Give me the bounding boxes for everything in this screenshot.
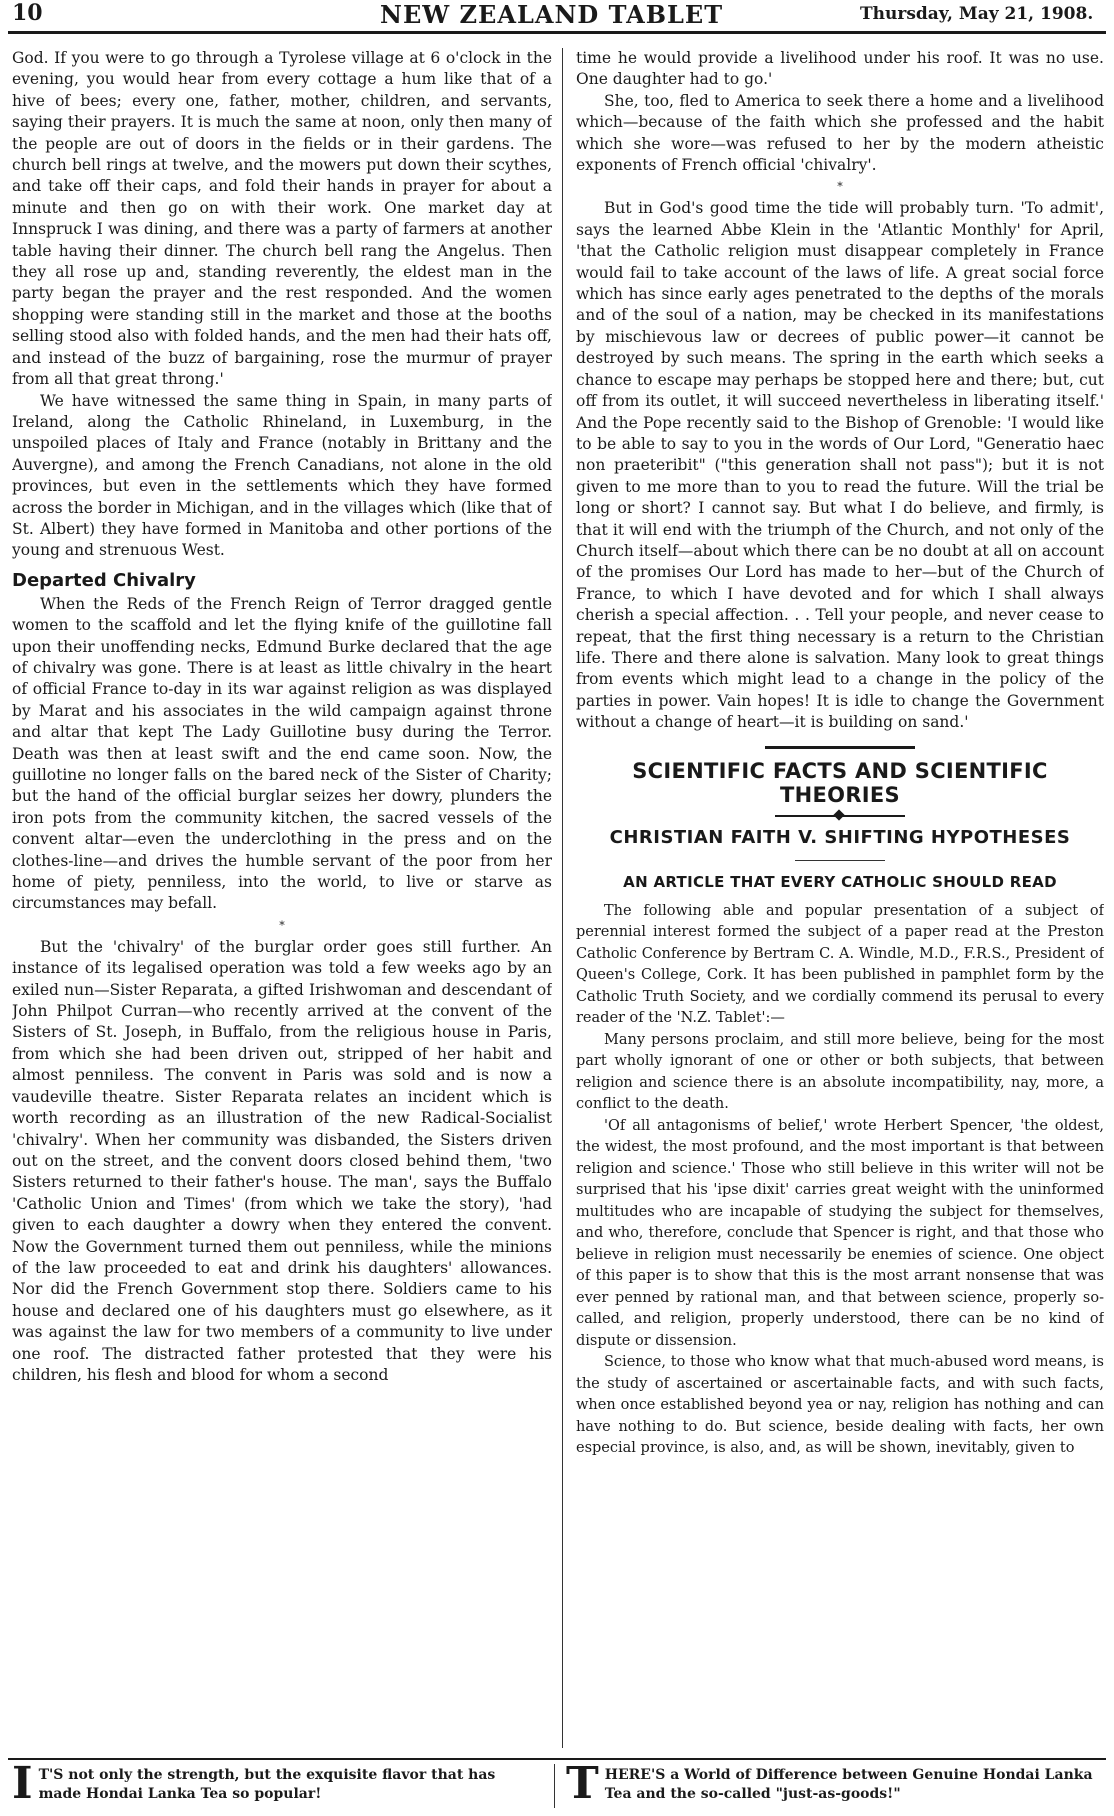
left-column: [12, 48, 552, 1748]
ad-right-text: HERE'S a World of Difference between Genuine Hondai Lanka Tea and the so-called "just-as-goods!": [604, 1767, 1093, 1802]
paragraph-fled-america: She, too, fled to America to seek there a home and a livelihood which—because of the faith which she professed and the habit which she wore—was refused to her by the modern atheistic exponents of French official 'chivalry'.: [576, 91, 1104, 175]
header-rule: [8, 31, 1106, 34]
advertisement-left: [12, 1764, 542, 1808]
paragraph-many-persons: Many persons proclaim, and still more believe, being for the most part wholly ignorant of one or other or both subjects, that between religion and science there is an absolute incompatibility, nay, more, a conflict to the death.: [576, 1031, 1104, 1113]
page-header: [0, 0, 1114, 34]
ad-left-text: T'S not only the strength, but the exquisite flavor that has made Hondai Lanka Tea so popular!: [38, 1767, 496, 1802]
section-separator: *: [837, 180, 843, 194]
paragraph-burglar-chivalry: But the 'chivalry' of the burglar order goes still further. An instance of its legalised operation was told a few weeks ago by an exiled nun—Sister Reparata, a gifted Irishwoman and descendant of John Philpot Curran—who recently arrived at the convent of the Sisters of St. Joseph, in Buffalo, from the religious house in Paris, from which she had been driven out, stripped of her habit and almost penniless. The convent in Paris was sold and is now a vaudeville theatre. Sister Reparata relates an incident which is worth recording as an illustration of the new Radical-Socialist 'chivalry'. When her community was disbanded, the Sisters driven out on the street, and the convent doors closed behind them, 'two Sisters returned to their father's house. The man', says the Buffalo 'Catholic Union and Times' (from which we take the story), 'had given to each daughter a dowry when they entered the convent. Now the Government turned them out penniless, while the minions of the law proceeded to eat and drink his daughters' allowances. Nor did the French Government stop there. Soldiers came to his house and declared one of his daughters must go elsewhere, as it was against the law for two members of a community to live under one roof. The distracted father protested that they were his children, his flesh and blood for whom a second: [12, 937, 552, 1384]
paragraph-witnessed: We have witnessed the same thing in Spain, in many parts of Ireland, along the Catholic Rhineland, in Luxemburg, in the unspoiled places of Italy and France (notably in Brittany and the Auvergne), and among the French Canadians, not alone in the old provinces, but even in the settlements which they have formed across the border in Michigan, and in the villages which (like that of St. Albert) they have formed in Manitoba and other portions of the young and strenuous West.: [12, 391, 552, 560]
masthead: NEW ZEALAND TABLET: [380, 0, 724, 29]
heading-article-catholic: AN ARTICLE THAT EVERY CATHOLIC SHOULD READ: [623, 872, 1057, 891]
advertisement-right: [566, 1764, 1104, 1808]
paragraph-tide-turn: But in God's good time the tide will probably turn. 'To admit', says the learned Abbe Klein in the 'Atlantic Monthly' for April, 'that the Catholic religion must disappear completely in France would fail to take account of the laws of life. A great social force which has since early ages penetrated to the depths of the morals and of the soul of a nation, may be checked in its manifestations by mischievous law or decrees of public power—it cannot be destroyed by such means. The spring in the earth which seeks a chance to escape may perhaps be stopped here and there; but, cut off from its outlet, it will succeed nevertheless in liberating itself.' And the Pope recently said to the Bishop of Grenoble: 'I would like to be able to say to you in the words of Our Lord, "Generatio haec non praeteribit" ("this generation shall not pass"); but it is not given to me more than to you to read the future. Will the trial be long or short? I cannot say. But what I do believe, and firmly, is that it will end with the triumph of the Church, and not only of the Church itself—about which there can be no doubt at all on account of the promises Our Lord has made to her—but of the Church of France, to which I have devoted and for which I shall always cherish a special affection. . . Tell your people, and never cease to repeat, that the first thing necessary is a return to the Christian life. There and there alone is salvation. Many look to great things from events which might lead to a change in the policy of the parties in power. Vain hopes! It is idle to change the Government without a change of heart—it is building on sand.': [576, 199, 1104, 732]
paragraph-reds: When the Reds of the French Reign of Terror dragged gentle women to the scaffold and let the flying knife of the guillotine fall upon their unoffending necks, Edmund Burke declared that the age of chivalry was gone. There is at least as little chivalry in the heart of official France to-day in its war against religion as was displayed by Marat and his associates in the wild campaign against throne and altar that kept The Lady Guillotine busy during the Terror. Death was then at least swift and the end came soon. Now, the guillotine no longer falls on the bared neck of the Sister of Charity; but the hand of the official burglar seizes her dowry, plunders the iron pots from the community kitchen, the sacred vessels of the convent altar—even the underclothing in the press and on the clothes-line—and drives the humble servant of the poor from her home of piety, penniless, into the world, to live or starve as circumstances may befall.: [12, 594, 552, 913]
footer-column-rule: [554, 1764, 555, 1808]
page-number: 10: [12, 0, 43, 26]
paragraph-following: The following able and popular presentation of a subject of perennial interest formed the subject of a paper read at the Preston Catholic Conference by Bertram C. A. Windle, M.D., F.R.S., President of Queen's College, Cork. It has been published in pamphlet form by the Catholic Truth Society, and we cordially commend its perusal to every reader of the 'N.Z. Tablet':—: [576, 902, 1104, 1027]
heading-departed-chivalry: Departed Chivalry: [12, 569, 196, 591]
paragraph-science: Science, to those who know what that much-abused word means, is the study of ascertained or ascertainable facts, and with such facts, when once established beyond yea or nay, religion has nothing and can have nothing to do. But science, beside dealing with facts, her own especial province, is also, and, as will be shown, inevitably, given to: [576, 1354, 1104, 1457]
heading-rule: [795, 860, 885, 861]
article-divider: [765, 746, 915, 749]
drop-cap: T: [566, 1764, 599, 1808]
heading-ornament: [775, 815, 905, 817]
paragraph-continued: time he would provide a livelihood under his roof. It was no use. One daughter had to go.': [576, 49, 1104, 89]
footer-rule: [8, 1758, 1106, 1760]
column-rule: [562, 48, 563, 1748]
paragraph-spencer: 'Of all antagonisms of belief,' wrote Herbert Spencer, 'the oldest, the widest, the most profound, and the most important is that between religion and science.' Those who still believe in this writer will not be surprised that his 'ipse dixit' carries great weight with the uninformed multitudes who are incapable of studying the subject for themselves, and who, therefore, conclude that Spencer is right, and that those who believe in religion must necessarily be enemies of science. One object of this paper is to show that this is the most arrant nonsense that was ever penned by rational man, and that between science, properly so-called, and religion, properly understood, there can be no kind of dispute or dissension.: [576, 1117, 1104, 1349]
issue-date: Thursday, May 21, 1908.: [860, 4, 1094, 24]
heading-christian-faith: CHRISTIAN FAITH V. SHIFTING HYPOTHESES: [609, 826, 1071, 848]
paragraph-tyrolese: God. If you were to go through a Tyrolese village at 6 o'clock in the evening, you would hear from every cottage a hum like that of a hive of bees; every one, father, mother, children, and servants, saying their prayers. It is much the same at noon, only then many of the people are out of doors in the fields or in their gardens. The church bell rings at twelve, and the mowers put down their scythes, and take off their caps, and fold their hands in prayer for about a minute and then go on with their work. One market day at Innspruck I was dining, and there was a party of farmers at another table having their dinner. The church bell rang the Angelus. Then they all rose up and, standing reverently, the eldest man in the party began the prayer and the rest responded. And the women shopping were standing still in the market and those at the booths selling stood also with folded hands, and the men had their hats off, and instead of the buzz of bargaining, rose the murmur of prayer from all that great throng.': [12, 49, 552, 389]
heading-scientific-facts: SCIENTIFIC FACTS AND SCIENTIFIC THEORIES: [632, 758, 1048, 807]
drop-cap: I: [12, 1764, 33, 1808]
section-separator: *: [279, 918, 285, 932]
right-column: [576, 48, 1104, 1748]
